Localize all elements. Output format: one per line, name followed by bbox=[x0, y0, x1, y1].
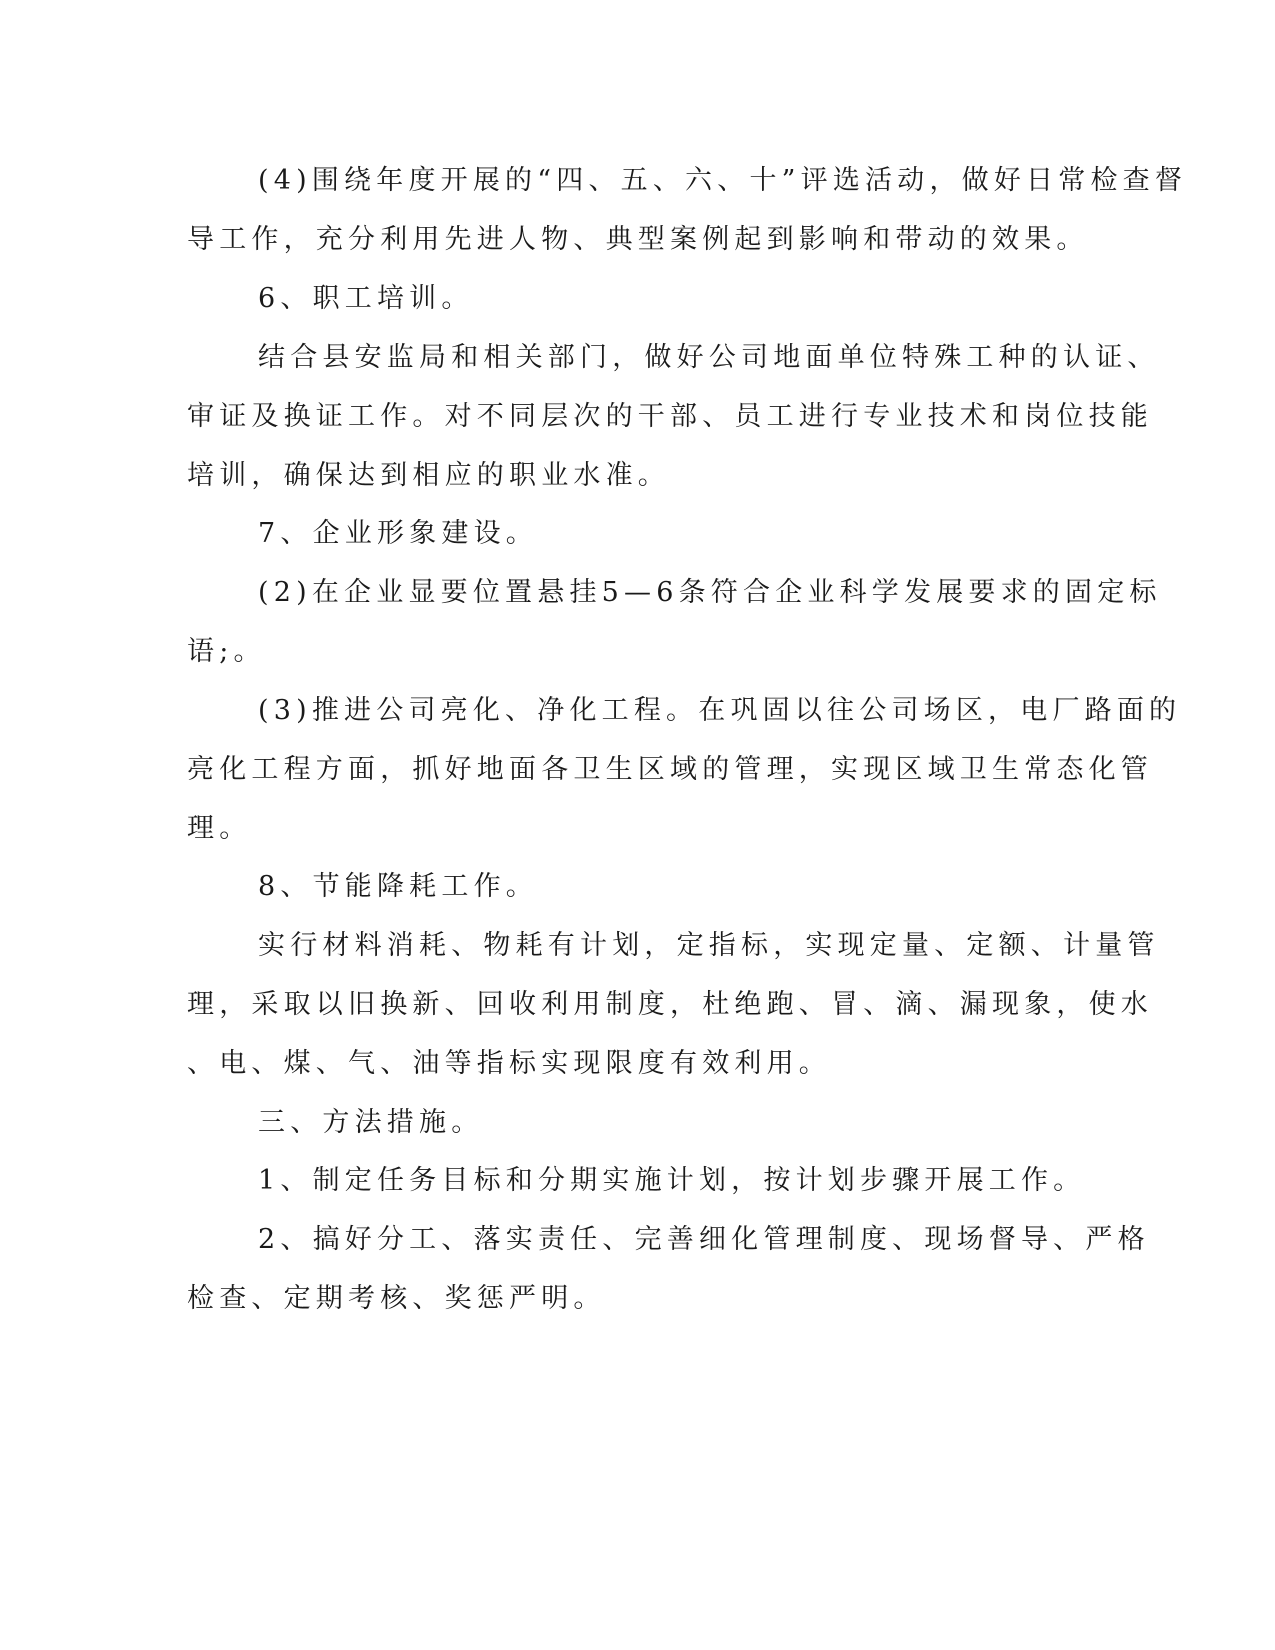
section-heading: 三、方法措施。 bbox=[258, 1107, 484, 1138]
text-line: 理，采取以旧换新、回收利用制度，杜绝跑、冒、滴、漏现象，使水 bbox=[187, 989, 1153, 1020]
text-line: 语;。 bbox=[187, 636, 266, 667]
text-line: (2)在企业显要位置悬挂5—6条符合企业科学发展要求的固定标 bbox=[258, 577, 1162, 608]
text-line: 实行材料消耗、物耗有计划，定指标，实现定量、定额、计量管 bbox=[258, 930, 1160, 961]
text-line: 审证及换证工作。对不同层次的干部、员工进行专业技术和岗位技能 bbox=[187, 401, 1153, 432]
text-line: 结合县安监局和相关部门，做好公司地面单位特殊工种的认证、 bbox=[258, 342, 1160, 373]
text-line: (4)围绕年度开展的“四、五、六、十”评选活动，做好日常检查督 bbox=[258, 165, 1188, 196]
text-line: 导工作，充分利用先进人物、典型案例起到影响和带动的效果。 bbox=[187, 224, 1089, 255]
text-line: 理。 bbox=[187, 813, 252, 844]
section-heading: 7、企业形象建设。 bbox=[258, 518, 538, 549]
text-line: (3)推进公司亮化、净化工程。在巩固以往公司场区，电厂路面的 bbox=[258, 695, 1182, 726]
text-line: 检查、定期考核、奖惩严明。 bbox=[187, 1283, 606, 1314]
text-line: 培训，确保达到相应的职业水准。 bbox=[187, 460, 670, 491]
text-line: 亮化工程方面，抓好地面各卫生区域的管理，实现区域卫生常态化管 bbox=[187, 754, 1153, 785]
text-line: 、电、煤、气、油等指标实现限度有效利用。 bbox=[187, 1048, 831, 1079]
section-heading: 6、职工培训。 bbox=[258, 283, 474, 314]
text-line: 2、搞好分工、落实责任、完善细化管理制度、现场督导、严格 bbox=[258, 1224, 1150, 1255]
text-line: 1、制定任务目标和分期实施计划，按计划步骤开展工作。 bbox=[258, 1165, 1086, 1196]
section-heading: 8、节能降耗工作。 bbox=[258, 871, 538, 902]
